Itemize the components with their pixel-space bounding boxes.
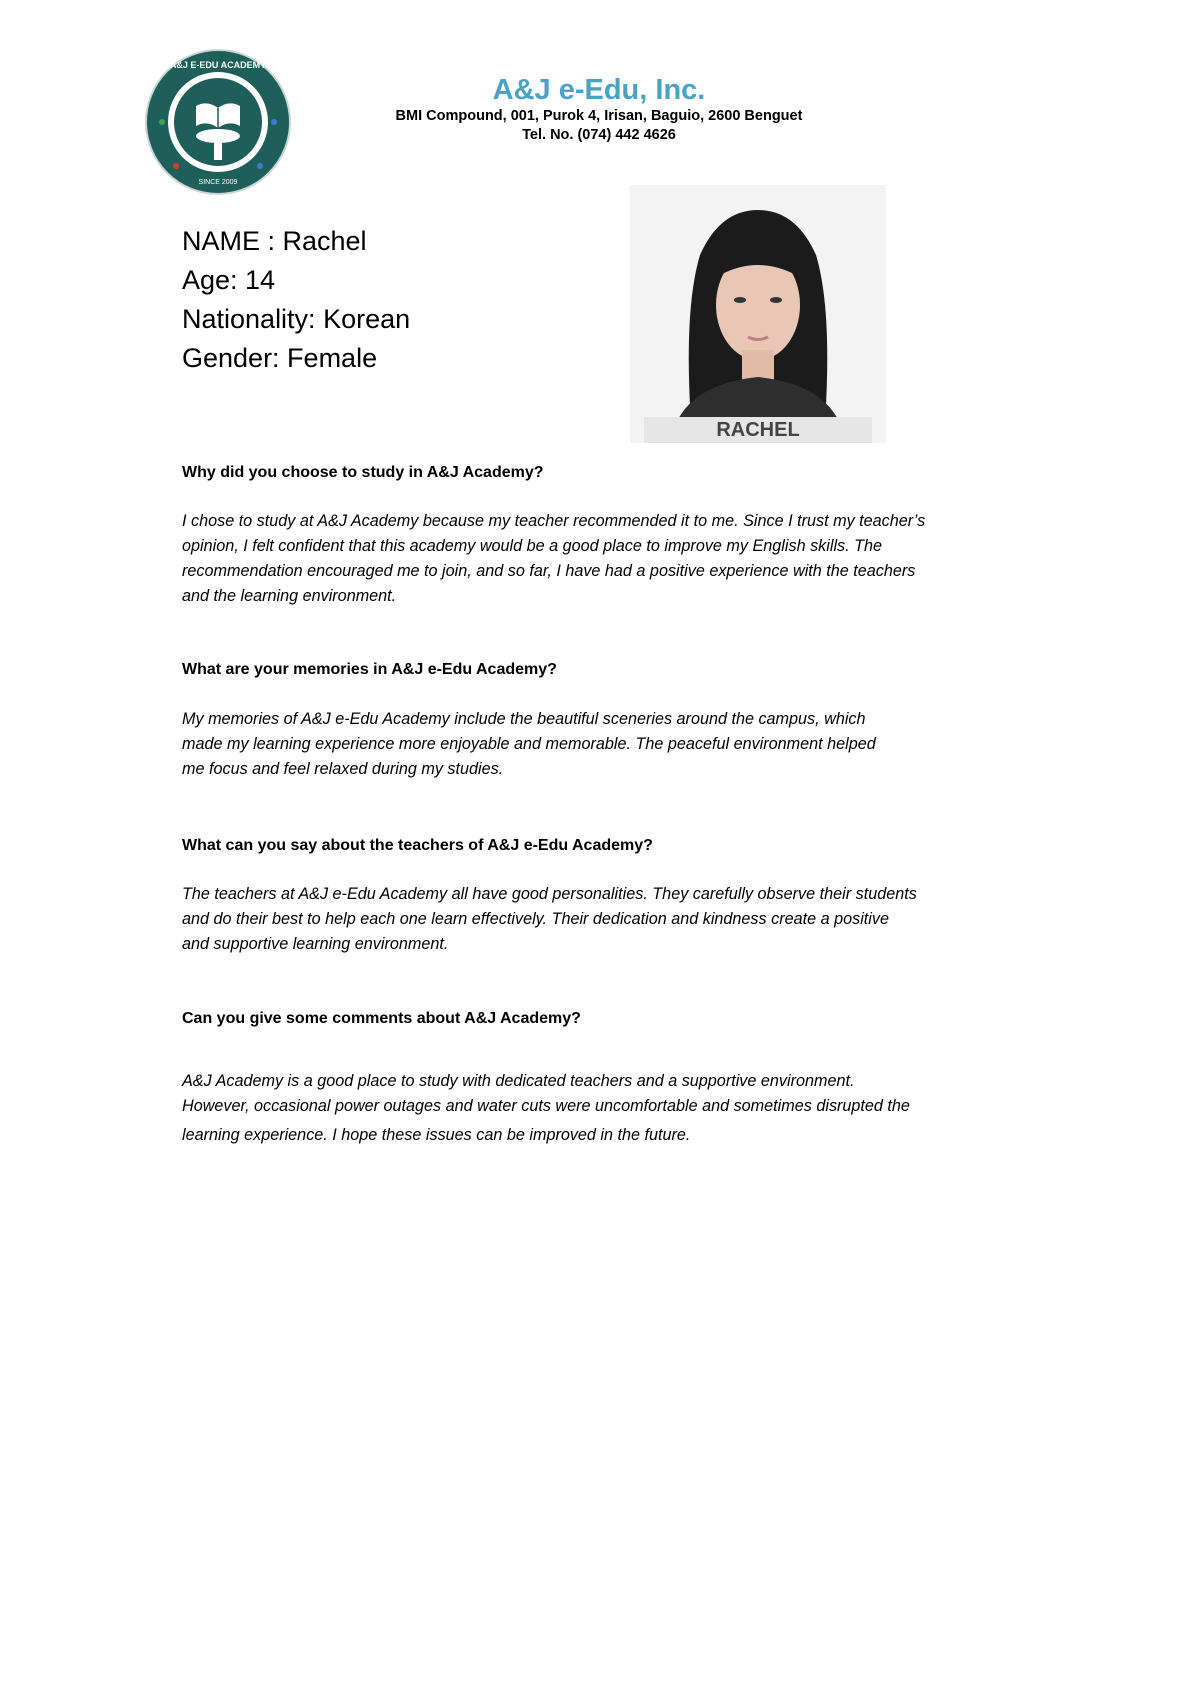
svg-text:SINCE 2009: SINCE 2009 xyxy=(198,179,238,186)
academy-logo xyxy=(144,48,292,196)
answer-line: opinion, I felt confident that this academy would be a good place to improve my English skills. The xyxy=(182,537,883,555)
answer-line: and supportive learning environment. xyxy=(182,935,449,953)
organization-telephone: Tel. No. (074) 442 4626 xyxy=(522,127,676,143)
student-age: Age: 14 xyxy=(182,265,276,295)
svg-text:A&J E-EDU ACADEMY: A&J E-EDU ACADEMY xyxy=(169,60,267,70)
photo-name-label: RACHEL xyxy=(716,419,800,441)
question-4: Can you give some comments about A&J Academy? xyxy=(182,1010,581,1027)
student-nationality: Nationality: Korean xyxy=(182,304,411,334)
answer-line: and the learning environment. xyxy=(182,587,397,605)
answer-2 xyxy=(182,707,876,782)
answer-3 xyxy=(182,882,917,957)
answer-line: The teachers at A&J e-Edu Academy all have good personalities. They carefully observe their students xyxy=(182,885,917,903)
answer-line: My memories of A&J e-Edu Academy include the beautiful sceneries around the campus, which xyxy=(182,710,866,728)
student-photo xyxy=(630,185,886,443)
organization-address: BMI Compound, 001, Purok 4, Irisan, Baguio, 2600 Benguet xyxy=(395,108,803,124)
student-name: NAME : Rachel xyxy=(182,226,367,256)
answer-4 xyxy=(182,1069,910,1148)
organization-name: A&J e-Edu, Inc. xyxy=(492,74,706,106)
answer-line: recommendation encouraged me to join, and so far, I have had a positive experience with the teachers xyxy=(182,562,916,580)
answer-line: learning experience. I hope these issues can be improved in the future. xyxy=(182,1126,691,1144)
answer-line: However, occasional power outages and water cuts were uncomfortable and sometimes disrupted the xyxy=(182,1097,910,1115)
answer-1 xyxy=(182,509,925,609)
answer-line: A&J Academy is a good place to study with dedicated teachers and a supportive environment. xyxy=(182,1072,855,1090)
answer-line: I chose to study at A&J Academy because my teacher recommended it to me. Since I trust my teacher’s xyxy=(182,512,926,530)
student-gender: Gender: Female xyxy=(182,343,378,373)
answer-line: and do their best to help each one learn effectively. Their dedication and kindness create a positive xyxy=(182,910,889,928)
question-2: What are your memories in A&J e-Edu Academy? xyxy=(182,661,557,678)
answer-line: made my learning experience more enjoyable and memorable. The peaceful environment helped xyxy=(182,735,876,753)
answer-line: me focus and feel relaxed during my studies. xyxy=(182,760,504,778)
question-1: Why did you choose to study in A&J Academy? xyxy=(182,464,544,481)
question-3: What can you say about the teachers of A&J e-Edu Academy? xyxy=(182,837,653,854)
